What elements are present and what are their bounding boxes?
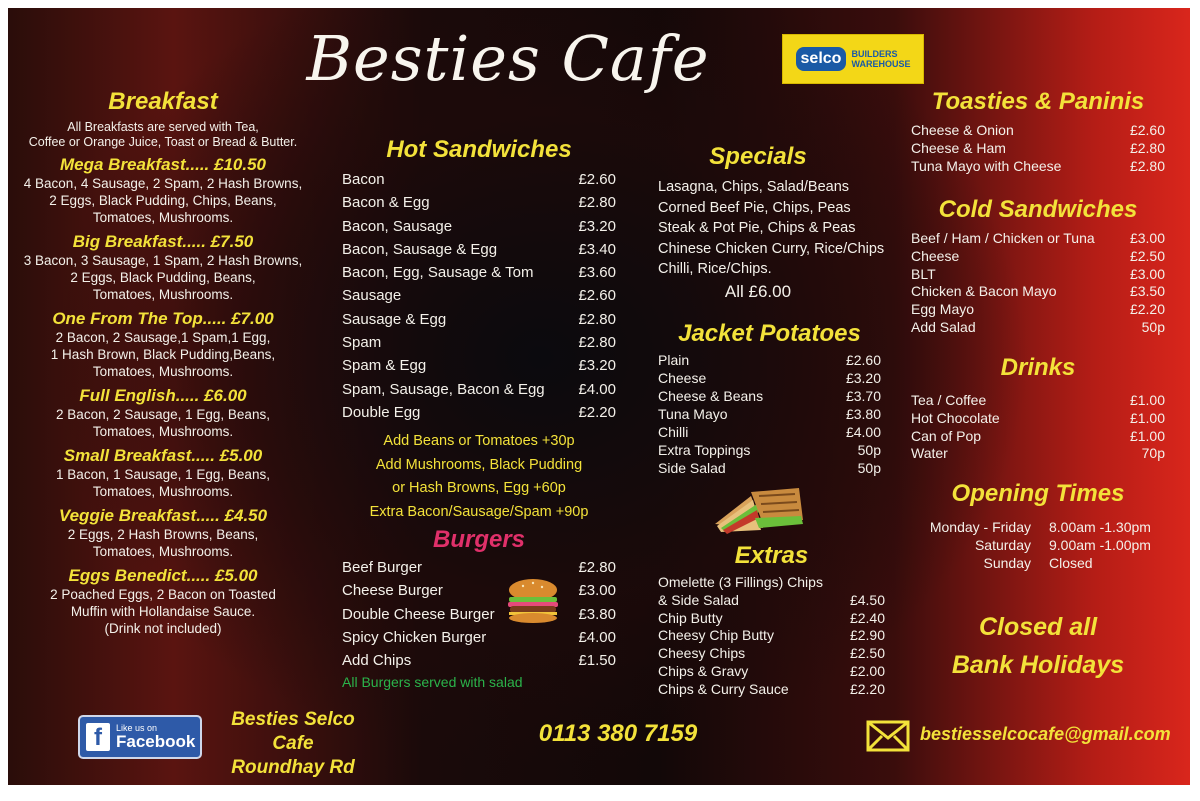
item-price: £3.70	[845, 388, 881, 404]
item-price: £3.50	[1129, 283, 1165, 300]
item-price: £4.00	[578, 628, 616, 646]
item-price: £2.60	[578, 287, 616, 305]
menu-row	[342, 401, 616, 424]
item-price: £2.60	[578, 171, 616, 188]
item-name: Water	[911, 445, 948, 462]
opening-day: Saturday	[974, 537, 1031, 553]
item-name: Spicy Chicken Burger	[342, 628, 487, 646]
cold-sandwiches-title: Cold Sandwiches	[938, 196, 1138, 223]
menu-row	[658, 681, 885, 699]
menu-row	[342, 354, 616, 377]
item-name: Cheese & Ham	[911, 139, 1006, 156]
item-price: £2.80	[578, 194, 616, 212]
toasties-section	[911, 88, 1165, 175]
breakfast-item-desc: Tomatoes, Mushrooms.	[92, 287, 234, 302]
toasties-title: Toasties & Paninis	[931, 88, 1145, 115]
specials-item: Corned Beef Pie, Chips, Peas	[658, 199, 851, 216]
addon-line: Add Beans or Tomatoes +30p	[383, 433, 575, 450]
breakfast-item-title: Full English..... £6.00	[79, 386, 247, 405]
specials-item: Chilli, Rice/Chips.	[658, 261, 772, 277]
opening-row	[903, 518, 1173, 536]
menu-row	[658, 592, 885, 610]
menu-row	[342, 284, 616, 307]
breakfast-item-desc: 2 Eggs, Black Pudding, Beans,	[70, 270, 256, 285]
opening-times-section	[903, 480, 1173, 572]
addons	[342, 430, 616, 524]
breakfast-item	[18, 309, 308, 380]
opening-time: Closed	[1049, 555, 1093, 571]
breakfast-intro-line: All Breakfasts are served with Tea,	[67, 120, 259, 134]
closed-note-line: Closed all	[978, 613, 1098, 641]
menu-row	[342, 649, 616, 672]
menu-row	[342, 579, 616, 602]
item-name: Spam & Egg	[342, 357, 427, 375]
menu-row	[911, 410, 1165, 428]
item-price: £2.80	[1129, 139, 1165, 156]
item-name: Cheese & Beans	[658, 388, 764, 404]
breakfast-item-desc: 2 Bacon, 2 Sausage, 1 Egg, Beans,	[56, 407, 270, 422]
addon-line: or Hash Browns, Egg +60p	[392, 480, 566, 497]
specials-price: All £6.00	[724, 281, 792, 301]
breakfast-item-title: Eggs Benedict..... £5.00	[68, 566, 258, 585]
item-price: 50p	[857, 460, 881, 476]
menu-row	[342, 331, 616, 354]
menu-row	[342, 626, 616, 649]
menu-row	[911, 301, 1165, 319]
menu-row	[911, 266, 1165, 284]
breakfast-item-desc: Tomatoes, Mushrooms.	[92, 364, 234, 379]
breakfast-item	[18, 386, 308, 440]
item-price: £1.00	[1129, 427, 1165, 444]
item-name: Omelette (3 Fillings) Chips	[658, 574, 823, 590]
facebook-button[interactable]	[78, 715, 202, 759]
item-name: Tea / Coffee	[911, 392, 987, 408]
item-name: Tuna Mayo	[658, 406, 728, 422]
breakfast-item-desc: Tomatoes, Mushrooms.	[92, 424, 234, 439]
item-name: Tuna Mayo with Cheese	[911, 157, 1062, 174]
item-price: £3.00	[578, 582, 616, 600]
phone-number[interactable]: 0113 380 7159	[538, 720, 698, 747]
toastie-icon	[711, 478, 807, 538]
burgers-note: All Burgers served with salad	[342, 674, 523, 691]
location	[208, 708, 378, 780]
item-name: Can of Pop	[911, 427, 982, 444]
breakfast-item-desc: Tomatoes, Mushrooms.	[92, 484, 234, 499]
specials-section	[658, 143, 888, 302]
item-name: Extra Toppings	[658, 442, 751, 458]
menu-row	[658, 627, 885, 645]
item-name: Bacon, Sausage & Egg	[342, 240, 498, 258]
item-price: £3.80	[845, 406, 881, 422]
breakfast-item-title: Big Breakfast..... £7.50	[72, 232, 254, 251]
menu-row	[911, 140, 1165, 158]
hot-sandwiches-title: Hot Sandwiches	[386, 136, 572, 163]
item-name: Cheesy Chips	[658, 645, 746, 662]
specials-item: Steak & Pot Pie, Chips & Peas	[658, 220, 856, 236]
item-name: Bacon & Egg	[342, 194, 430, 212]
closed-note	[911, 608, 1165, 684]
item-price: £3.60	[578, 264, 616, 282]
item-name: BLT	[911, 265, 936, 282]
item-price: £2.80	[578, 334, 616, 352]
item-price: £3.80	[578, 605, 616, 623]
item-price: 50p	[857, 442, 881, 458]
item-name: Chicken & Bacon Mayo	[911, 283, 1057, 300]
item-price: £2.80	[1129, 157, 1165, 174]
breakfast-item-desc: 1 Bacon, 1 Sausage, 1 Egg, Beans,	[56, 467, 270, 482]
menu-row	[911, 283, 1165, 301]
menu-row	[658, 574, 885, 592]
burger-icon	[505, 578, 561, 624]
breakfast-item-desc: Tomatoes, Mushrooms.	[92, 210, 234, 225]
menu-row	[911, 122, 1165, 140]
item-name: Bacon	[342, 171, 385, 188]
item-name: Side Salad	[658, 460, 726, 476]
menu-row	[911, 230, 1165, 248]
menu-row	[911, 445, 1165, 463]
opening-time: 9.00am -1.00pm	[1049, 537, 1151, 553]
opening-row	[903, 536, 1173, 554]
selco-logo	[782, 34, 924, 84]
item-name: Add Chips	[342, 652, 412, 670]
item-price: £1.00	[1129, 409, 1165, 426]
menu-board	[8, 8, 1190, 785]
item-price: £3.00	[1129, 265, 1165, 282]
menu-row	[658, 405, 881, 423]
opening-day: Sunday	[983, 555, 1031, 571]
menu-row	[911, 428, 1165, 446]
breakfast-item-desc: Muffin with Hollandaise Sauce.	[70, 604, 256, 619]
item-name: & Side Salad	[658, 591, 739, 608]
breakfast-item-desc: 4 Bacon, 4 Sausage, 2 Spam, 2 Hash Browns,	[23, 176, 303, 191]
item-price: £4.50	[849, 591, 885, 608]
item-name: Hot Chocolate	[911, 409, 1000, 426]
breakfast-item-title: One From The Top..... £7.00	[52, 309, 274, 328]
menu-row	[658, 351, 881, 369]
breakfast-item	[18, 566, 308, 637]
breakfast-item-desc: 3 Bacon, 3 Sausage, 1 Spam, 2 Hash Browns,	[23, 253, 303, 268]
item-price: £2.60	[1129, 122, 1165, 138]
opening-time: 8.00am -1.30pm	[1049, 519, 1151, 535]
item-name: Beef / Ham / Chicken or Tuna	[911, 230, 1095, 246]
specials-item: Lasagna, Chips, Salad/Beans	[658, 179, 850, 195]
menu-row	[342, 191, 616, 214]
opening-row	[903, 554, 1173, 572]
opening-times-title: Opening Times	[951, 480, 1125, 507]
breakfast-item-desc: 2 Eggs, Black Pudding, Chips, Beans,	[49, 193, 277, 208]
item-price: 70p	[1141, 445, 1165, 462]
specials-title: Specials	[709, 143, 807, 170]
location-line: Roundhay Rd	[231, 757, 355, 778]
item-price: £2.90	[849, 627, 885, 644]
menu-row	[342, 308, 616, 331]
item-name: Bacon, Sausage	[342, 217, 453, 235]
item-name: Cheese	[911, 247, 960, 264]
menu-row	[342, 261, 616, 284]
breakfast-item-title: Small Breakfast..... £5.00	[63, 446, 263, 465]
breakfast-item	[18, 506, 308, 560]
selco-sub-1: BUILDERS	[851, 49, 898, 59]
menu-row	[658, 459, 881, 477]
item-name: Cheese & Onion	[911, 122, 1014, 138]
item-price: £2.20	[849, 680, 885, 697]
opening-day: Monday - Friday	[929, 519, 1031, 535]
jacket-potatoes-section	[658, 320, 881, 477]
item-price: £2.50	[1129, 247, 1165, 264]
menu-row	[658, 387, 881, 405]
breakfast-item-desc: 2 Eggs, 2 Hash Browns, Beans,	[67, 527, 259, 542]
item-price: £3.40	[578, 240, 616, 258]
menu-row	[658, 423, 881, 441]
item-price: £3.20	[845, 370, 881, 386]
item-name: Spam, Sausage, Bacon & Egg	[342, 380, 545, 398]
menu-row	[658, 663, 885, 681]
item-price: £1.00	[1129, 392, 1165, 408]
breakfast-item	[18, 446, 308, 500]
facebook-text	[116, 723, 195, 751]
item-name: Double Egg	[342, 403, 421, 421]
item-name: Plain	[658, 352, 690, 368]
specials-item: Chinese Chicken Curry, Rice/Chips	[658, 240, 885, 257]
item-price: £2.60	[845, 352, 881, 368]
breakfast-item	[18, 155, 308, 226]
item-name: Chips & Curry Sauce	[658, 680, 789, 697]
item-price: £4.00	[845, 424, 881, 440]
menu-row	[342, 238, 616, 261]
facebook-icon: f	[86, 723, 110, 751]
breakfast-item-desc: Tomatoes, Mushrooms.	[92, 544, 234, 559]
email-address[interactable]: bestiesselcocafe@gmail.com	[920, 724, 1171, 744]
item-name: Chips & Gravy	[658, 662, 749, 679]
item-price: £3.20	[578, 217, 616, 235]
menu-row	[342, 556, 616, 579]
addon-line: Add Mushrooms, Black Pudding	[375, 456, 583, 473]
location-line: Besties Selco Cafe	[231, 709, 355, 754]
extras-section	[658, 542, 885, 699]
selco-sub	[851, 49, 910, 69]
burgers-title: Burgers	[432, 526, 526, 553]
menu-row	[911, 248, 1165, 266]
item-name: Chilli	[658, 424, 689, 440]
menu-row	[658, 645, 885, 663]
cafe-title: Besties Cafe	[306, 22, 710, 95]
extras-title: Extras	[734, 542, 809, 569]
item-name: Double Cheese Burger	[342, 605, 495, 623]
email-icon	[866, 720, 910, 752]
item-name: Spam	[342, 334, 382, 352]
menu-row	[911, 392, 1165, 410]
closed-note-line: Bank Holidays	[951, 651, 1125, 679]
cold-sandwiches-section	[911, 196, 1165, 337]
breakfast-item-desc: 2 Poached Eggs, 2 Bacon on Toasted	[50, 587, 276, 602]
selco-brand: selco	[796, 47, 847, 71]
item-price: £2.80	[578, 310, 616, 328]
item-name: Sausage	[342, 287, 402, 305]
item-price: £2.20	[578, 403, 616, 421]
item-name: Bacon, Egg, Sausage & Tom	[342, 264, 534, 282]
facebook-like-label: Like us on	[116, 723, 158, 733]
drinks-title: Drinks	[1000, 354, 1076, 381]
item-name: Cheese	[658, 370, 707, 386]
menu-row	[342, 378, 616, 401]
item-price: £3.00	[1129, 230, 1165, 246]
item-price: £2.20	[1129, 301, 1165, 318]
breakfast-title: Breakfast	[108, 88, 218, 115]
menu-row	[911, 158, 1165, 176]
menu-row	[342, 215, 616, 238]
item-name: Cheesy Chip Butty	[658, 627, 774, 644]
breakfast-item-title: Mega Breakfast..... £10.50	[59, 155, 266, 174]
item-name: Beef Burger	[342, 559, 423, 576]
menu-row	[658, 610, 885, 628]
facebook-name: Facebook	[116, 732, 196, 751]
item-name: Sausage & Egg	[342, 310, 447, 328]
menu-row	[342, 168, 616, 191]
item-price: 50p	[1141, 318, 1165, 335]
burgers-section	[342, 526, 616, 690]
menu-row	[658, 369, 881, 387]
hot-sandwiches-section	[342, 136, 616, 524]
jacket-potatoes-title: Jacket Potatoes	[678, 320, 861, 347]
item-price: £2.00	[849, 662, 885, 679]
item-price: £2.50	[849, 645, 885, 662]
menu-row	[658, 441, 881, 459]
menu-row	[342, 603, 616, 626]
item-name: Add Salad	[911, 318, 976, 335]
item-name: Cheese Burger	[342, 582, 443, 600]
breakfast-item-desc: (Drink not included)	[104, 621, 222, 636]
menu-row	[911, 319, 1165, 337]
item-name: Egg Mayo	[911, 301, 975, 318]
breakfast-intro	[18, 120, 308, 150]
item-price: £3.20	[578, 357, 616, 375]
breakfast-item-desc: 1 Hash Brown, Black Pudding,Beans,	[50, 347, 276, 362]
breakfast-item-title: Veggie Breakfast..... £4.50	[58, 506, 268, 525]
item-price: £2.40	[849, 609, 885, 626]
breakfast-item	[18, 232, 308, 303]
breakfast-intro-line: Coffee or Orange Juice, Toast or Bread & Butter.	[28, 135, 298, 149]
selco-sub-2: WAREHOUSE	[851, 59, 911, 69]
item-price: £1.50	[578, 652, 616, 670]
breakfast-section	[18, 88, 308, 637]
drinks-section	[911, 354, 1165, 463]
addon-line: Extra Bacon/Sausage/Spam +90p	[369, 503, 589, 520]
item-price: £2.80	[578, 559, 616, 576]
item-price: £4.00	[578, 380, 616, 398]
item-name: Chip Butty	[658, 609, 723, 626]
breakfast-item-desc: 2 Bacon, 2 Sausage,1 Spam,1 Egg,	[55, 330, 271, 345]
